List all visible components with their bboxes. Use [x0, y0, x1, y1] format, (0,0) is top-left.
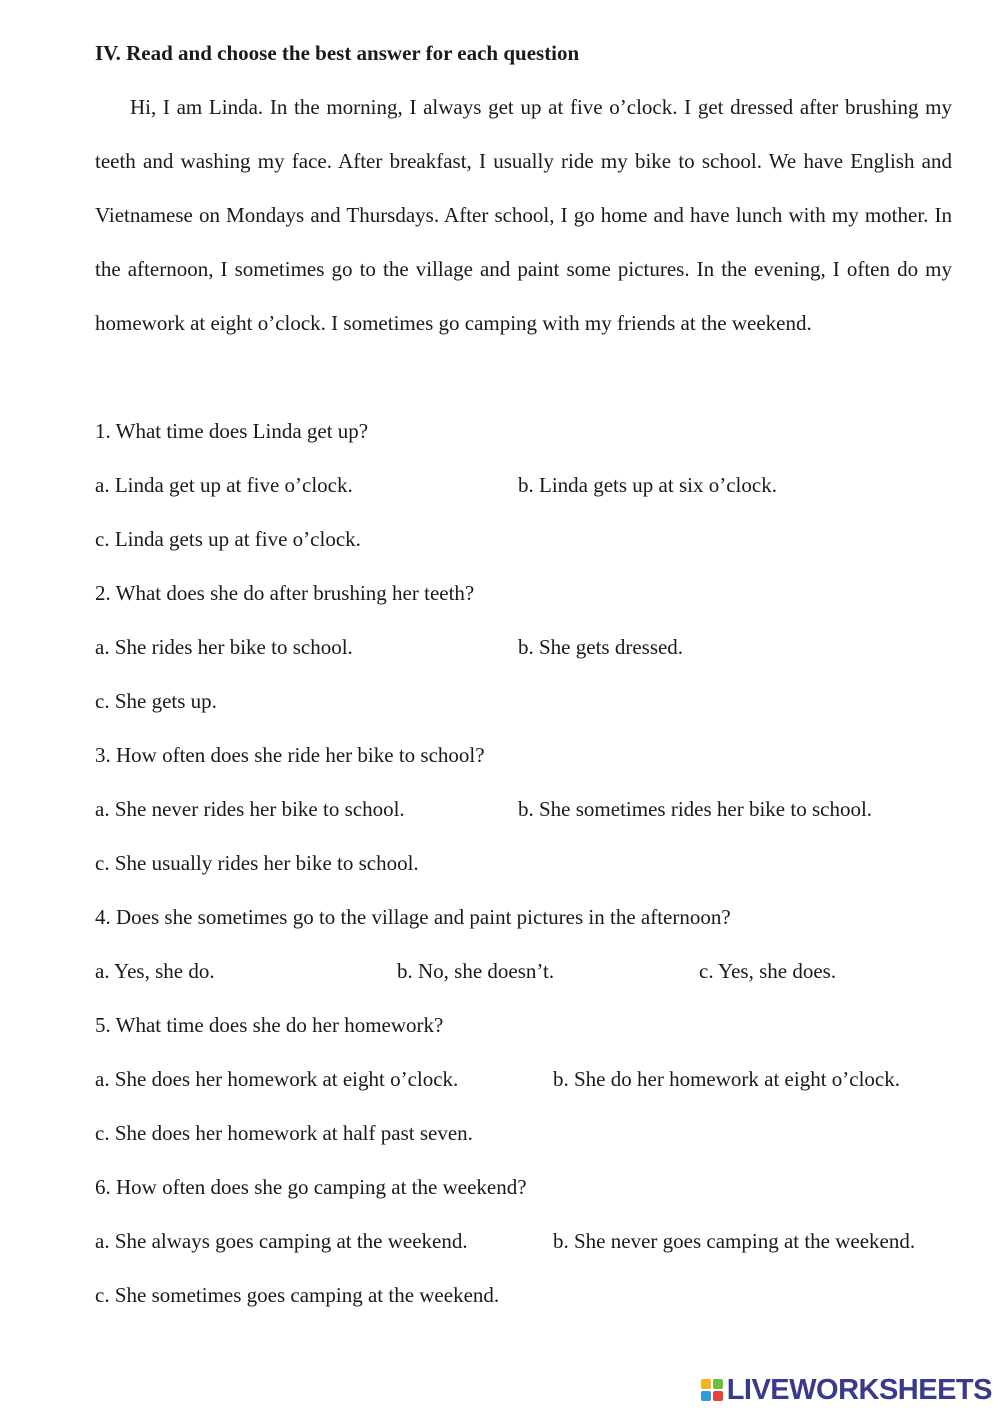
question-2: 2. What does she do after brushing her teeth?: [95, 581, 475, 605]
q2-option-c[interactable]: c. She gets up.: [95, 689, 217, 713]
logo-grid-icon: [701, 1379, 723, 1401]
q5-option-b[interactable]: b. She do her homework at eight o’clock.: [553, 1067, 900, 1091]
q6-option-b[interactable]: b. She never goes camping at the weekend.: [553, 1229, 916, 1253]
q1-option-a[interactable]: a. Linda get up at five o’clock.: [95, 473, 353, 497]
logo-square-2: [713, 1379, 723, 1389]
q3-option-c[interactable]: c. She usually rides her bike to school.: [95, 851, 419, 875]
q4-option-c[interactable]: c. Yes, she does.: [699, 959, 837, 983]
q1-option-b[interactable]: b. Linda gets up at six o’clock.: [518, 473, 777, 497]
q2-option-b[interactable]: b. She gets dressed.: [518, 635, 684, 659]
question-5: 5. What time does she do her homework?: [95, 1013, 444, 1037]
q3-option-b[interactable]: b. She sometimes rides her bike to school.: [518, 797, 873, 821]
q1-option-c[interactable]: c. Linda gets up at five o’clock.: [95, 527, 361, 551]
liveworksheets-logo: [701, 1373, 992, 1407]
q4-option-a[interactable]: a. Yes, she do.: [95, 959, 215, 983]
q3-option-a[interactable]: a. She never rides her bike to school.: [95, 797, 405, 821]
question-6: 6. How often does she go camping at the weekend?: [95, 1175, 527, 1199]
section-heading: IV. Read and choose the best answer for each question: [95, 41, 580, 65]
logo-square-4: [713, 1391, 723, 1401]
reading-passage: Hi, I am Linda. In the morning, I always get up at five o’clock. I get dressed after brushing my teeth and washing my face. After breakfast, I usually ride my bike to school. We have English and Vietnamese on Mondays and Thursdays. After school, I go home and have lunch with my mother. In the afternoon, I sometimes go to the village and paint some pictures. In the evening, I often do my homework at eight o’clock. I sometimes go camping with my friends at the weekend.: [95, 95, 952, 335]
q5-option-a[interactable]: a. She does her homework at eight o’clock.: [95, 1067, 459, 1091]
question-3: 3. How often does she ride her bike to school?: [95, 743, 485, 767]
logo-square-3: [701, 1391, 711, 1401]
logo-text: LIVEWORKSHEETS: [726, 1373, 992, 1406]
q2-option-a[interactable]: a. She rides her bike to school.: [95, 635, 353, 659]
logo-square-1: [701, 1379, 711, 1389]
q6-option-a[interactable]: a. She always goes camping at the weekend.: [95, 1229, 468, 1253]
question-1: 1. What time does Linda get up?: [95, 419, 369, 443]
q4-option-b[interactable]: b. No, she doesn’t.: [397, 959, 555, 983]
q5-option-c[interactable]: c. She does her homework at half past seven.: [95, 1121, 473, 1145]
q6-option-c[interactable]: c. She sometimes goes camping at the weekend.: [95, 1283, 500, 1307]
question-4: 4. Does she sometimes go to the village and paint pictures in the afternoon?: [95, 905, 731, 929]
